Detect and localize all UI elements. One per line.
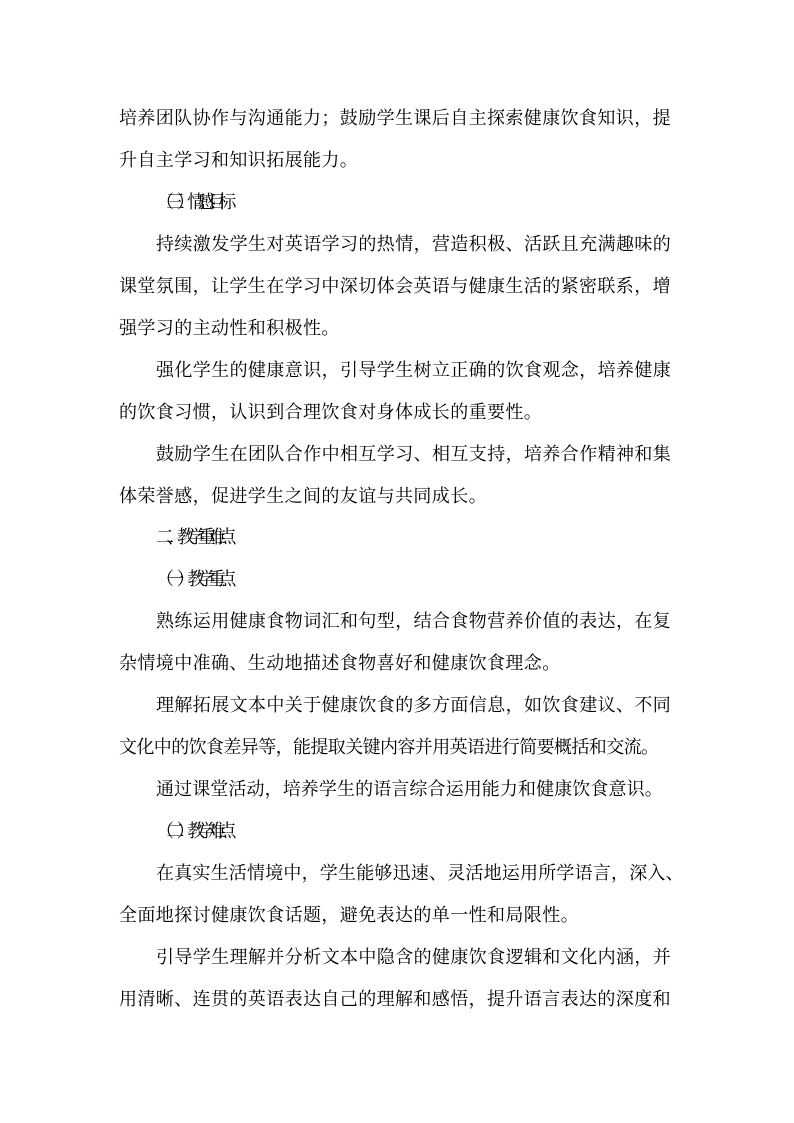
paragraph-line: 鼓励学生在团队合作中相互学习、相互支持，培养合作精神和集	[156, 444, 672, 465]
section-heading: （三）情感目标	[156, 192, 229, 213]
paragraph-line: 全面地探讨健康饮食话题，避免表达的单一性和局限性。	[119, 905, 579, 926]
paragraph-line: 强化学生的健康意识，引导学生树立正确的饮食观念，培养健康	[156, 360, 672, 381]
paragraph-line: 持续激发学生对英语学习的热情，营造积极、活跃且充满趣味的	[156, 234, 672, 255]
paragraph-line: 用清晰、连贯的英语表达自己的理解和感悟，提升语言表达的深度和	[119, 989, 671, 1010]
paragraph-line: 熟练运用健康食物词汇和句型，结合食物营养价值的表达，在复	[156, 611, 672, 632]
paragraph-line: 体荣誉感，促进学生之间的友谊与共同成长。	[119, 486, 487, 507]
paragraph-line: 培养团队协作与沟通能力；鼓励学生课后自主探索健康饮食知识，提	[119, 108, 671, 129]
paragraph-line: 强学习的主动性和积极性。	[119, 318, 340, 339]
paragraph-line: 的饮食习惯，认识到合理饮食对身体成长的重要性。	[119, 402, 543, 423]
paragraph-line: 升自主学习和知识拓展能力。	[119, 150, 359, 171]
section-heading: 二、教学重难点	[156, 527, 229, 548]
paragraph-line: 理解拓展文本中关于健康饮食的多方面信息，如饮食建议、不同	[156, 695, 672, 716]
paragraph-line: 课堂氛围，让学生在学习中深切体会英语与健康生活的紧密联系，增	[119, 276, 671, 297]
paragraph-line: 在真实生活情境中，学生能够迅速、灵活地运用所学语言，深入、	[156, 863, 684, 884]
paragraph-line: 引导学生理解并分析文本中隐含的健康饮食逻辑和文化内涵，并	[156, 947, 672, 968]
subsection-heading: （二）教学难点	[156, 821, 229, 842]
paragraph-line: 通过课堂活动，培养学生的语言综合运用能力和健康饮食意识。	[156, 779, 663, 800]
subsection-heading: （一）教学重点	[156, 569, 229, 590]
paragraph-line: 文化中的饮食差异等，能提取关键内容并用英语进行简要概括和交流。	[119, 737, 659, 758]
paragraph-line: 杂情境中准确、生动地描述食物喜好和健康饮食理念。	[119, 653, 561, 674]
